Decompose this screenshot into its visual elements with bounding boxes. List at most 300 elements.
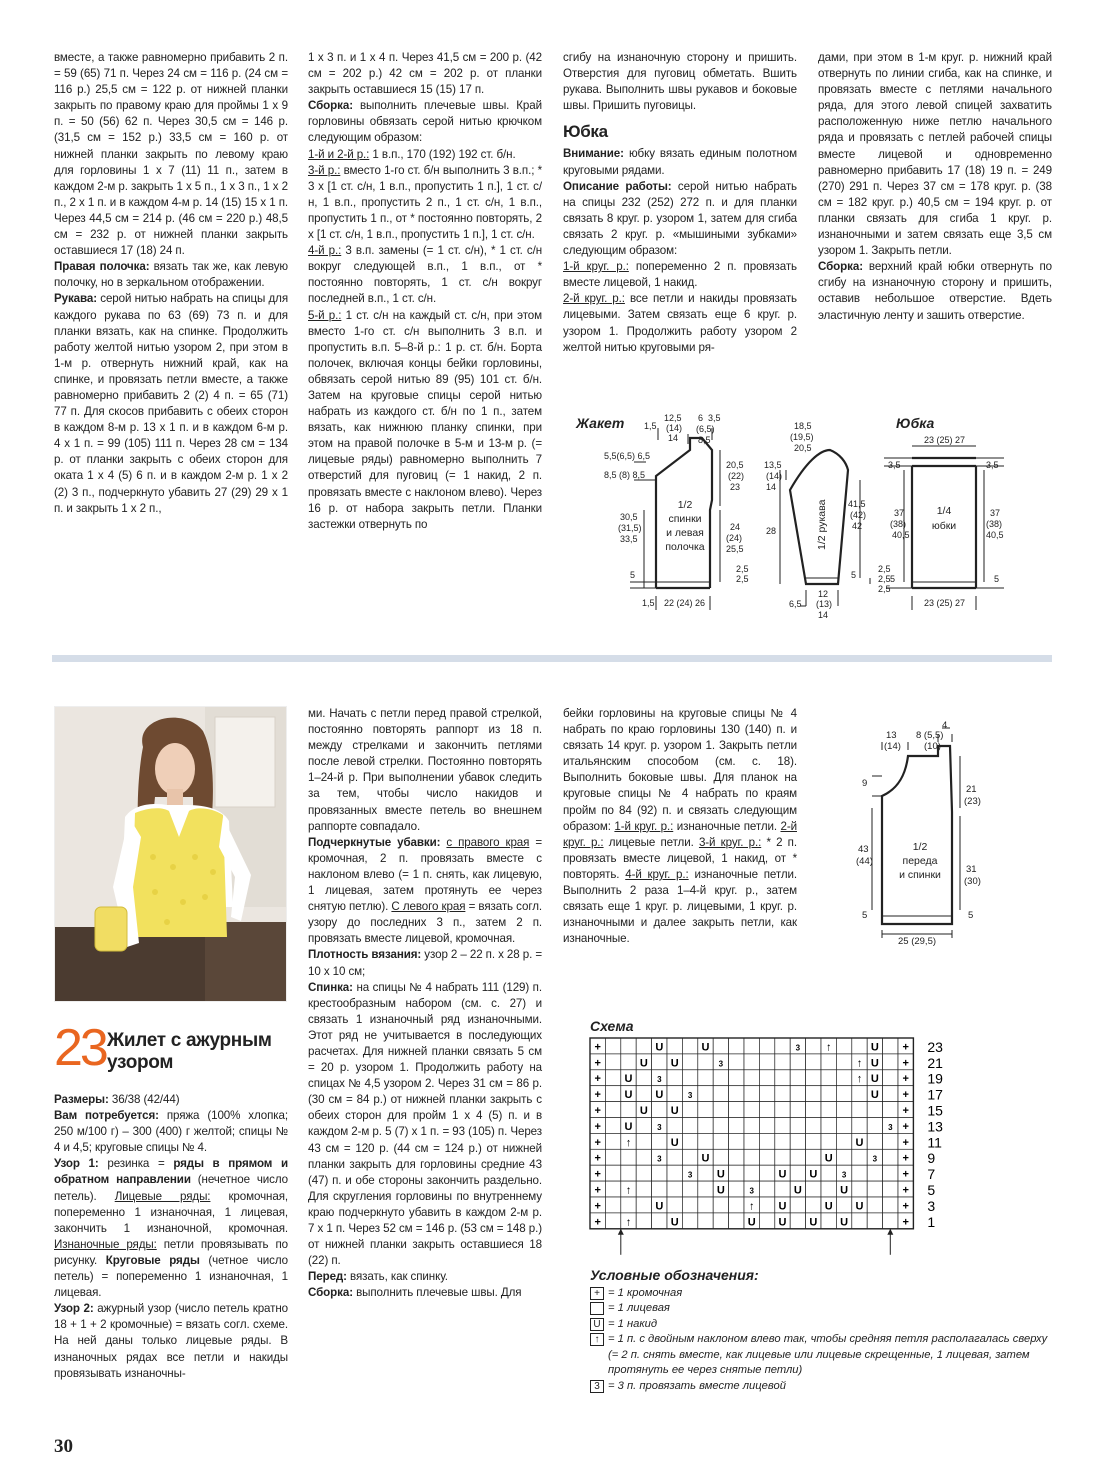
- top-column-1: [54, 50, 288, 517]
- three-together-icon: 3: [872, 1154, 878, 1164]
- legend-item: [590, 1332, 1060, 1379]
- edge-stitch-icon: +: [902, 1089, 909, 1102]
- svg-text:13,5: 13,5: [764, 460, 782, 470]
- scheme-cell: [883, 1213, 898, 1229]
- scheme-cell: [744, 1133, 759, 1149]
- scheme-cell: [636, 1181, 651, 1197]
- svg-text:2,5: 2,5: [878, 574, 891, 584]
- scheme-cell: [682, 1118, 697, 1134]
- svg-text:(24): (24): [726, 533, 743, 543]
- svg-text:14: 14: [818, 610, 829, 620]
- paragraph: Спинка: на спицы № 4 набрать 111 (129) п. крестообразным набором (см. с. 27) и связать 1 изнаночный ряд изнаночными. Этот ряд не учитывается в последующих расчетах. Для нижней планки связать 5 см = 20 р. узором 1. Продолжить работу на спицах № 4,5 узором 2. Через 31 см = 86 р. (30 см = 84 р.) от нижней планки закрыть с обеих сторон для пройм 1 х 4 (5) п. и в каждом 2-м р. 5 (7) х 1 п. = 93 (105) п. Через 43 см = 120 р. (44 см = 124 р.) от нижней планки закрыть для горловины средние 43 (47) п. и обе стороны закончить раздельно. Для скругления горловины по внутреннему краю подчеркнуто убавить в каждом 2-м р. 7 х 1 п. Через 52 см = 146 р. (53 см = 148 р.) от нижней планки закрыть оставшиеся 18 (22) п.: [308, 980, 542, 1268]
- edge-stitch-icon: +: [902, 1041, 909, 1054]
- scheme-cell: [883, 1149, 898, 1165]
- yarn-over-icon: U: [778, 1200, 787, 1213]
- scheme-cell: [682, 1213, 697, 1229]
- scheme-cell: [698, 1133, 713, 1149]
- svg-text:12: 12: [818, 589, 829, 599]
- edge-stitch-icon: +: [902, 1073, 909, 1086]
- scheme-cell: [605, 1181, 620, 1197]
- scheme-cell: [636, 1165, 651, 1181]
- scheme-cell: [652, 1133, 667, 1149]
- svg-text:20,5: 20,5: [794, 443, 812, 453]
- yarn-over-icon: U: [870, 1041, 879, 1054]
- svg-text:41,5: 41,5: [848, 499, 866, 509]
- scheme-row-number: 1: [927, 1213, 936, 1230]
- three-together-icon: 3: [841, 1170, 847, 1180]
- paragraph: ми. Начать с петли перед правой стрелкой, постоянно повторять раппорт из 18 п. между стрелками и закончить петлями после левой стрелки. Постоянно повторять 1–24-й р. При выполнении убавок следить за тем, чтобы число накидов и провязанных вместе петель во внешнем раппорте совпадало.: [308, 707, 542, 833]
- scheme-cell: [744, 1118, 759, 1134]
- yarn-over-icon: U: [716, 1184, 725, 1197]
- svg-text:6: 6: [698, 413, 704, 423]
- pattern-number: 23: [54, 1019, 106, 1077]
- scheme-cell: [836, 1086, 851, 1102]
- scheme-cell: [621, 1165, 636, 1181]
- scheme-cell: [806, 1149, 821, 1165]
- paragraph: 1 х 3 п. и 1 х 4 п. Через 41,5 см = 200 р. (42 см = 202 р.) 42 см = 202 р. от планки закрыть оставшиеся 15 (15) 17 п.: [308, 51, 542, 97]
- scheme-cell: [821, 1213, 836, 1229]
- svg-text:1/2: 1/2: [912, 841, 928, 853]
- yarn-over-icon: U: [855, 1200, 864, 1213]
- scheme-cell: [883, 1181, 898, 1197]
- yarn-over-icon: U: [701, 1041, 710, 1054]
- scheme-cell: [883, 1165, 898, 1181]
- edge-stitch-icon: +: [902, 1184, 909, 1197]
- svg-text:5: 5: [851, 570, 857, 580]
- scheme-cell: [698, 1118, 713, 1134]
- paragraph: Подчеркнутые убавки: с правого края = кромочная, 2 п. провязать вместе с наклоном влево (= 1 п. снять, как лицевую, 1 лицевая, затем протянуть ее через снятую петлю). С левого края = вязать согл. узору до последних 3 п., затем 2 п. провязать вместе лицевой, кромочная.: [308, 835, 543, 946]
- scheme-cell: [883, 1197, 898, 1213]
- skirt-label: Юбка: [896, 415, 935, 431]
- scheme-cell: [759, 1118, 774, 1134]
- edge-stitch-icon: +: [594, 1168, 601, 1181]
- yarn-over-icon: U: [824, 1200, 833, 1213]
- scheme-cell: [867, 1133, 882, 1149]
- three-together-icon: 3: [687, 1170, 693, 1180]
- svg-text:42: 42: [852, 521, 863, 531]
- scheme-cell: [605, 1070, 620, 1086]
- rapport-arrow-icon: [618, 1229, 624, 1235]
- scheme-cell: [883, 1038, 898, 1054]
- scheme-cell: [775, 1086, 790, 1102]
- scheme-cell: [883, 1070, 898, 1086]
- scheme-cell: [806, 1181, 821, 1197]
- scheme-cell: [759, 1133, 774, 1149]
- scheme-cell: [759, 1149, 774, 1165]
- edge-stitch-icon: +: [902, 1057, 909, 1070]
- scheme-cell: [667, 1086, 682, 1102]
- yarn-over-icon: U: [670, 1057, 679, 1070]
- scheme-cell: [867, 1197, 882, 1213]
- scheme-cell: [621, 1197, 636, 1213]
- scheme-cell: [775, 1038, 790, 1054]
- top-column-3: [563, 50, 797, 356]
- scheme-cell: [790, 1133, 805, 1149]
- scheme-cell: [867, 1118, 882, 1134]
- svg-text:3,5: 3,5: [986, 460, 999, 470]
- scheme-cell: [698, 1165, 713, 1181]
- svg-text:(31,5): (31,5): [618, 523, 642, 533]
- scheme-cell: [775, 1181, 790, 1197]
- scheme-cell: [883, 1086, 898, 1102]
- svg-text:2,5: 2,5: [878, 564, 891, 574]
- scheme-cell: [759, 1086, 774, 1102]
- svg-text:5: 5: [630, 570, 636, 580]
- yarn-over-icon: U: [747, 1216, 756, 1229]
- scheme-cell: [806, 1133, 821, 1149]
- scheme-cell: [667, 1165, 682, 1181]
- scheme-cell: [729, 1165, 744, 1181]
- scheme-cell: [636, 1086, 651, 1102]
- rapport-arrow-icon: [887, 1229, 893, 1235]
- svg-text:40,5: 40,5: [986, 530, 1004, 540]
- edge-stitch-icon: +: [594, 1136, 601, 1149]
- svg-text:(30): (30): [964, 876, 981, 887]
- top-column-4: [818, 50, 1052, 324]
- scheme-cell: [836, 1038, 851, 1054]
- scheme-cell: [775, 1118, 790, 1134]
- scheme-cell: [883, 1054, 898, 1070]
- knitting-scheme: [588, 1036, 968, 1266]
- edge-stitch-icon: +: [902, 1168, 909, 1181]
- scheme-cell: [652, 1213, 667, 1229]
- scheme-cell: [867, 1102, 882, 1118]
- svg-text:18,5: 18,5: [794, 421, 812, 431]
- svg-text:8 (5,5): 8 (5,5): [916, 730, 944, 741]
- scheme-cell: [713, 1038, 728, 1054]
- paragraph: Внимание: юбку вязать единым полотном круговыми рядами.: [563, 147, 797, 177]
- scheme-cell: [729, 1197, 744, 1213]
- scheme-cell: [729, 1118, 744, 1134]
- edge-stitch-icon: +: [902, 1136, 909, 1149]
- scheme-cell: [744, 1038, 759, 1054]
- yarn-over-icon: U: [793, 1184, 802, 1197]
- three-together-icon: 3: [718, 1059, 724, 1069]
- three-together-icon: 3: [657, 1122, 662, 1132]
- svg-text:23: 23: [730, 482, 741, 492]
- paragraph: 4-й р.: 3 в.п. замены (= 1 ст. с/н), * 1 ст. с/н вокруг следующей в.п., 1 в.п., от * постоянно повторять, 1 ст. с/н вокруг последней в.п., 1 ст. с/н.: [308, 244, 543, 306]
- scheme-cell: [883, 1133, 898, 1149]
- edge-stitch-icon: +: [902, 1120, 909, 1133]
- scheme-cell: [836, 1070, 851, 1086]
- edge-stitch-icon: +: [594, 1184, 601, 1197]
- svg-text:24: 24: [730, 522, 741, 532]
- scheme-cell: [775, 1070, 790, 1086]
- paragraph: Узор 2: ажурный узор (число петель кратно 18 + 1 + 2 кромочные) = вязать согл. схеме. На ней даны только лицевые ряды. В изнаночных рядах все петли и накиды провязывать изнаночны-: [54, 1302, 288, 1380]
- scheme-cell: [806, 1054, 821, 1070]
- svg-text:40,5: 40,5: [892, 530, 910, 540]
- model-photo: [54, 706, 287, 1002]
- scheme-cell: [713, 1213, 728, 1229]
- scheme-cell: [852, 1213, 867, 1229]
- scheme-cell: [729, 1181, 744, 1197]
- scheme-cell: [605, 1133, 620, 1149]
- legend-text: = 1 лицевая: [608, 1302, 670, 1314]
- scheme-cell: [775, 1102, 790, 1118]
- svg-text:(38): (38): [890, 519, 907, 529]
- scheme-cell: [698, 1086, 713, 1102]
- scheme-cell: [729, 1086, 744, 1102]
- double-decrease-icon: ↑: [856, 1057, 863, 1070]
- paragraph: Узор 1: резинка = ряды в прямом и обратном направлении (нечетное число петель). Лицевые ряды: кромочная, попеременно 1 изнаночная, 1 лицевая, закончить 1 изнаночной, кромочная. Изнаночные ряды: петли провязывать по рисунку. Круговые ряды (четное число петель) = попеременно 1 изнаночная, 1 лицевая.: [54, 1157, 288, 1300]
- scheme-cell: [790, 1213, 805, 1229]
- scheme-cell: [836, 1118, 851, 1134]
- scheme-cell: [790, 1102, 805, 1118]
- section-divider: [52, 655, 1052, 662]
- scheme-cell: [744, 1070, 759, 1086]
- legend-text: = 1 п. с двойным наклоном влево так, чтобы средняя петля располагалась сверху (= 2 п. снять вместе, как лицевые или лицевые скрещенные, 1 лицевая, затем протянуть ее через снятые петли): [608, 1333, 1048, 1376]
- svg-text:20,5: 20,5: [726, 460, 744, 470]
- scheme-cell: [759, 1165, 774, 1181]
- scheme-cell: [605, 1038, 620, 1054]
- scheme-cell: [698, 1054, 713, 1070]
- paragraph: 5-й р.: 1 ст. с/н на каждый ст. с/н, при этом вместо 1-го ст. с/н выполнить 3 в.п. и пропустить в.п. 5–8-й р.: 1 р. ст. б/н. Борта полочек, включая концы бейки горловины, обвязать серой нитью 89 (95) 101 ст. б/н. Затем на круговые спицы серой нитью набрать из каждого ст. б/н по 1 п., затем вязать, как нижнюю планку спинки, при этом на правой полочке в 5-м и 13-м р. (= лицевые ряды) равномерно выполнить 7 отверстий для пуговиц (= 1 накид, 2 п. провязать вместе с наклоном влево). Через 16 р. от набора закрыть петли. Планки застежки отвернуть по: [308, 308, 542, 531]
- svg-text:2,5: 2,5: [736, 574, 749, 584]
- edge-stitch-icon: +: [594, 1057, 601, 1070]
- scheme-cell: [806, 1086, 821, 1102]
- scheme-row-number: 15: [927, 1102, 943, 1119]
- scheme-cell: [698, 1102, 713, 1118]
- scheme-cell: [759, 1070, 774, 1086]
- scheme-cell: [636, 1038, 651, 1054]
- scheme-cell: [821, 1165, 836, 1181]
- three-together-icon: 3: [657, 1075, 662, 1085]
- svg-text:4: 4: [942, 720, 948, 731]
- svg-text:(14): (14): [666, 423, 683, 433]
- svg-text:22 (24) 26: 22 (24) 26: [664, 598, 706, 608]
- scheme-row-number: 11: [927, 1134, 942, 1151]
- svg-text:(10): (10): [924, 741, 941, 752]
- scheme-cell: [775, 1054, 790, 1070]
- svg-text:спинки: спинки: [668, 513, 702, 525]
- scheme-cell: [713, 1133, 728, 1149]
- scheme-cell: [729, 1149, 744, 1165]
- yarn-over-icon: U: [639, 1057, 648, 1070]
- paragraph: Рукава: серой нитью набрать на спицы для каждого рукава по 63 (69) 73 п. и для планки вязать, как на спинке. Продолжить работу желтой нитью узором 2, при этом в 1-м р. отвернуть нижний край, как на спинке, и провязать петли вместе, а также равномерно прибавить 2 (2) 4 п. = 65 (71) 77 п. Для скосов прибавить с обеих сторон в каждом 8-м р. 13 х 1 п. и в каждом 6-м р. 4 х 1 п. = 99 (105) 111 п. Через 28 см = 134 р. от планки закрыть с обеих сторон для оката 1 х 4 (5) 6 п. и в каждом 2-м р. 1 х 2 (2) 3 п., подчеркнуто убавить 27 (29) 29 х 1 п. и закрыть 1 х 2 п.,: [54, 292, 288, 515]
- three-together-icon: 3: [657, 1154, 662, 1164]
- scheme-cell: [883, 1102, 898, 1118]
- scheme-cell: [698, 1181, 713, 1197]
- double-decrease-icon: ↑: [748, 1200, 755, 1213]
- scheme-cell: [852, 1165, 867, 1181]
- scheme-cell: [698, 1070, 713, 1086]
- scheme-cell: [667, 1070, 682, 1086]
- legend-item: [590, 1317, 1060, 1333]
- svg-text:2,5: 2,5: [736, 564, 749, 574]
- svg-text:и левая: и левая: [666, 527, 704, 539]
- vest-column-1: [54, 1092, 288, 1382]
- svg-text:23 (25) 27: 23 (25) 27: [924, 598, 966, 608]
- yarn-over-icon: U: [670, 1136, 679, 1149]
- svg-text:5,5(6,5) 6,5: 5,5(6,5) 6,5: [604, 451, 651, 461]
- scheme-cell: [821, 1070, 836, 1086]
- yarn-over-icon: U: [655, 1200, 664, 1213]
- paragraph: Сборка: выполнить плечевые швы. Для: [308, 1286, 522, 1300]
- scheme-cell: [759, 1197, 774, 1213]
- svg-text:1,5: 1,5: [642, 598, 655, 608]
- svg-text:25,5: 25,5: [726, 544, 744, 554]
- legend-text: = 3 п. провязать вместе лицевой: [608, 1379, 786, 1392]
- edge-stitch-icon: +: [902, 1200, 909, 1213]
- scheme-cell: [636, 1133, 651, 1149]
- legend-item: [590, 1301, 1060, 1317]
- double-decrease-icon: ↑: [856, 1073, 863, 1086]
- section-heading: Юбка: [563, 122, 608, 142]
- scheme-row-number: 3: [927, 1197, 936, 1214]
- scheme-cell: [744, 1086, 759, 1102]
- svg-text:43: 43: [858, 844, 869, 855]
- scheme-cell: [605, 1118, 620, 1134]
- yarn-over-icon: U: [670, 1105, 679, 1117]
- scheme-cell: [729, 1038, 744, 1054]
- scheme-cell: [729, 1133, 744, 1149]
- scheme-cell: [652, 1054, 667, 1070]
- scheme-cell: [636, 1213, 651, 1229]
- scheme-cell: [852, 1118, 867, 1134]
- svg-text:3,5: 3,5: [708, 413, 721, 423]
- yarn-over-icon: U: [870, 1073, 879, 1086]
- legend-item: [590, 1379, 1060, 1395]
- scheme-row-number: 23: [927, 1038, 943, 1055]
- vest-column-2: [308, 706, 542, 1301]
- scheme-cell: [713, 1086, 728, 1102]
- scheme-cell: [667, 1118, 682, 1134]
- scheme-cell: [852, 1102, 867, 1118]
- svg-text:30,5: 30,5: [620, 512, 638, 522]
- yarn-over-icon: U: [870, 1089, 879, 1102]
- scheme-cell: [836, 1149, 851, 1165]
- scheme-cell: [636, 1149, 651, 1165]
- scheme-cell: [713, 1070, 728, 1086]
- svg-text:8,5 (8) 8,5: 8,5 (8) 8,5: [604, 470, 646, 480]
- scheme-cell: [605, 1197, 620, 1213]
- scheme-row-number: 17: [927, 1086, 943, 1103]
- scheme-cell: [836, 1054, 851, 1070]
- double-decrease-icon: ↑: [825, 1041, 832, 1054]
- svg-text:(13): (13): [816, 599, 833, 609]
- legend: [590, 1268, 1060, 1394]
- scheme-cell: [713, 1118, 728, 1134]
- scheme-cell: [667, 1038, 682, 1054]
- scheme-cell: [605, 1086, 620, 1102]
- yarn-over-icon: U: [824, 1152, 833, 1165]
- paragraph: 1-й круг. р.: попеременно 2 п. провязать вместе лицевой, 1 накид.: [563, 260, 797, 290]
- scheme-row-number: 5: [927, 1182, 936, 1198]
- svg-text:1/2: 1/2: [677, 499, 693, 511]
- scheme-cell: [790, 1197, 805, 1213]
- scheme-cell: [836, 1102, 851, 1118]
- pattern-title: Жилет с ажурным узором: [107, 1030, 272, 1073]
- scheme-cell: [605, 1149, 620, 1165]
- paragraph: бейки горловины на круговые спицы № 4 набрать по краю горловины 130 (140) п. и связать 14 круг. р. узором 1. Закрыть петли итальянским способом (см. с. 18). Выполнить боковые швы. Для планок на круговые спицы № 4 набрать по краям пройм по 84 (92) п. и связать следующим образом: 1-й круг. р.: изнаночные петли. 2-й круг. р.: лицевые петли. 3-й круг. р.: * 2 п. провязать вместе лицевой, 1 накид, от * повторять. 4-й круг. р.: изнаночные петли. Выполнить 2 раза 1–4-й круг. р., затем связать еще 1 круг. р. лицевыми, 1 круг. р. изнаночными и далее закрыть петли, как изнаночные.: [563, 707, 797, 946]
- edge-stitch-icon: +: [594, 1216, 601, 1229]
- svg-text:5: 5: [994, 574, 1000, 584]
- yarn-over-icon: U: [809, 1216, 818, 1229]
- scheme-cell: [790, 1165, 805, 1181]
- svg-text:переда: переда: [902, 855, 938, 867]
- scheme-cell: [790, 1149, 805, 1165]
- svg-text:37: 37: [894, 508, 905, 518]
- scheme-cell: [775, 1133, 790, 1149]
- edge-stitch-icon: +: [594, 1041, 601, 1054]
- scheme-cell: [744, 1165, 759, 1181]
- paragraph: Правая полочка: вязать так же, как левую полочку, но в зеркальном отображении.: [54, 260, 288, 290]
- scheme-cell: [821, 1181, 836, 1197]
- scheme-cell: [790, 1070, 805, 1086]
- svg-text:8,5: 8,5: [698, 435, 711, 445]
- scheme-cell: [667, 1149, 682, 1165]
- three-together-icon: 3: [749, 1186, 754, 1196]
- three-together-icon: 3: [795, 1043, 801, 1053]
- scheme-cell: [605, 1213, 620, 1229]
- three-together-icon: 3: [888, 1122, 893, 1132]
- paragraph: вместе, а также равномерно прибавить 2 п. = 59 (65) 71 п. Через 24 см = 116 р. (24 см = 116 р.) 25,5 см = 122 р. от нижней планки закрыть по правому краю для проймы 1 х 9 п. = 50 (56) 62 п. Через 30,5 см = 146 р. (31,5 см = 152 р.) 33,5 см = 160 р. от нижней планки закрыть по левому краю для горловины 1 х 7 (11) 11 п., затем в каждом 2-м р. закрыть 1 х 5 п., 1 х 3 п., 1 х 2 п., 2 х 1 п. и в каждом 4-м р. 14 (15) 15 х 1 п. Через 44,5 см = 214 р. (46 см = 220 р.) 48,5 см = 232 р. от нижней планки закрыть оставшиеся 17 (18) 24 п.: [54, 51, 288, 258]
- scheme-cell: [852, 1149, 867, 1165]
- scheme-cell: [744, 1102, 759, 1118]
- scheme-row-number: 7: [927, 1166, 936, 1183]
- page-number: 30: [54, 1436, 73, 1457]
- legend-symbol-icon: U: [590, 1318, 604, 1331]
- scheme-cell: [744, 1149, 759, 1165]
- scheme-cell: [698, 1213, 713, 1229]
- yarn-over-icon: U: [670, 1216, 679, 1229]
- svg-text:(44): (44): [856, 856, 873, 867]
- scheme-cell: [621, 1149, 636, 1165]
- scheme-cell: [605, 1102, 620, 1118]
- edge-stitch-icon: +: [902, 1105, 909, 1117]
- edge-stitch-icon: +: [594, 1200, 601, 1213]
- scheme-cell: [836, 1133, 851, 1149]
- vest-outline: [882, 746, 952, 924]
- scheme-cell: [775, 1149, 790, 1165]
- scheme-cell: [759, 1213, 774, 1229]
- svg-text:25 (29,5): 25 (29,5): [898, 936, 937, 947]
- legend-item: [590, 1286, 1060, 1302]
- scheme-cell: [759, 1038, 774, 1054]
- scheme-cell: [867, 1213, 882, 1229]
- paragraph: Размеры: 36/38 (42/44): [54, 1093, 180, 1106]
- legend-text: = 1 кромочная: [608, 1286, 683, 1299]
- scheme-cell: [867, 1181, 882, 1197]
- legend-text: = 1 накид: [608, 1317, 658, 1330]
- svg-text:23 (25) 27: 23 (25) 27: [924, 435, 966, 445]
- yarn-over-icon: U: [855, 1136, 864, 1149]
- jacket-skirt-diagram: [570, 410, 1050, 632]
- paragraph: 3-й р.: вместо 1-го ст. б/н выполнить 3 в.п.; * 3 х [1 ст. с/н, 1 в.п., пропустить 1 п.], 1 ст. с/н, 1 в.п., пропустить 2 п., 1 ст. с/н, 1 в.п., пропустить 1 п., от * постоянно повторять, 2 х [1 ст. с/н, 1 в.п., пропустить 1 п.], 1 ст. с/н.: [308, 163, 542, 242]
- svg-text:(38): (38): [986, 519, 1003, 529]
- edge-stitch-icon: +: [594, 1089, 601, 1102]
- svg-text:(42): (42): [850, 510, 867, 520]
- double-decrease-icon: ↑: [625, 1216, 632, 1229]
- scheme-cell: [852, 1086, 867, 1102]
- scheme-cell: [621, 1038, 636, 1054]
- svg-text:37: 37: [990, 508, 1001, 518]
- svg-text:(14): (14): [766, 471, 783, 481]
- yarn-over-icon: U: [655, 1089, 664, 1102]
- scheme-cell: [652, 1181, 667, 1197]
- svg-text:31: 31: [966, 864, 977, 875]
- yarn-over-icon: U: [840, 1216, 849, 1229]
- scheme-cell: [698, 1197, 713, 1213]
- paragraph: Сборка: верхний край юбки отвернуть по сгибу на изнаночную сторону и пришить, оставив небольшое отверстие. Вдеть эластичную ленту и зашить отверстие.: [818, 260, 1052, 322]
- svg-text:2,5: 2,5: [878, 584, 891, 594]
- scheme-cell: [682, 1054, 697, 1070]
- scheme-cell: [729, 1054, 744, 1070]
- legend-symbol-icon: ↑: [590, 1333, 604, 1346]
- edge-stitch-icon: +: [594, 1120, 601, 1133]
- svg-text:и спинки: и спинки: [899, 869, 941, 881]
- yarn-over-icon: U: [870, 1057, 879, 1070]
